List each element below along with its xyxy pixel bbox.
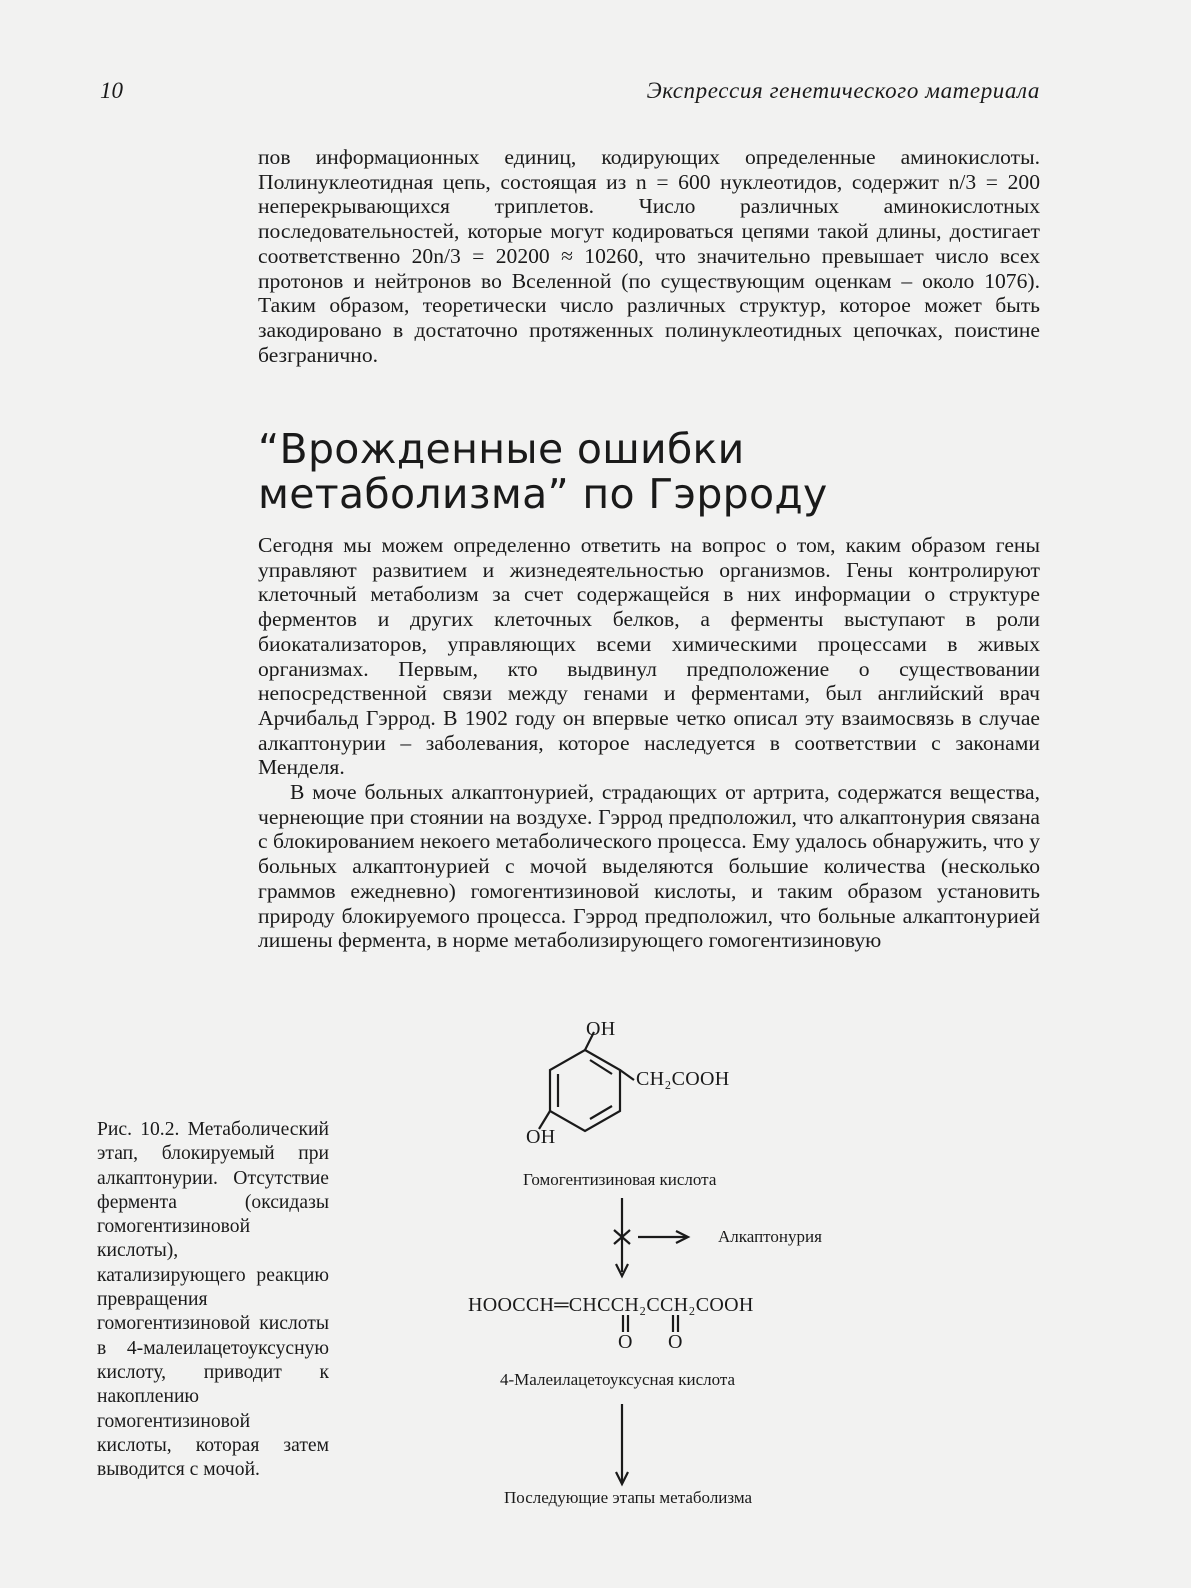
metabolic-pathway-figure bbox=[440, 1010, 880, 1510]
subsequent-steps-label: Последующие этапы метаболизма bbox=[504, 1488, 753, 1507]
carbonyl-oxygen-2: O bbox=[668, 1331, 683, 1353]
maleylacetoacetic-formula: HOOCCH═CHCCH₂CCH₂COOH bbox=[468, 1294, 754, 1316]
alkaptonuria-label: Алкаптонурия bbox=[718, 1227, 822, 1246]
maleylacetoacetic-acid-label: 4-Малеилацетоуксусная кислота bbox=[500, 1370, 736, 1389]
body-paragraph-1: Сегодня мы можем определенно ответить на вопрос о том, каким образом гены управляют развитием и жизнедеятельностью организмов. Гены контролируют клеточный метаболизм за счет содержащейся в них информации о структуре ферментов и других клеточных белков, а ферменты выступают в роли биокатализаторов, управляющих всеми химическими процессами в живых организмах. Первым, кто выдвинул предположение о существовании непосредственной связи между генами и ферментами, был английский врач Арчибальд Гэррод. В 1902 году он впервые четко описал эту взаимосвязь в случае алкаптонурии – заболевания, которое наследуется в соответствии с законами Менделя. bbox=[258, 533, 1040, 780]
section-heading: “Врожденные ошибки метаболизма” по Гэрроду bbox=[258, 425, 828, 518]
oh-top-label: OH bbox=[586, 1018, 616, 1040]
oh-bottom-label: OH bbox=[526, 1126, 556, 1148]
carbonyl-oxygen-1: O bbox=[618, 1331, 633, 1353]
benzene-ring bbox=[550, 1050, 620, 1131]
homogentisic-acid-label: Гомогентизиновая кислота bbox=[523, 1170, 717, 1189]
intro-paragraph: пов информационных единиц, кодирующих определенные аминокислоты. Полинуклеотидная цепь, состоящая из n = 600 нуклеотидов, содержит n/3 = 200 неперекрывающихся триплетов. Число различных аминокислотных последовательностей, которые могут кодироваться цепями такой длины, достигает соответственно 20n/3 = 20200 ≈ 10260, что значительно превышает число всех протонов и нейтронов во Вселенной (по существующим оценкам – около 1076). Таким образом, теоретически число различных структур, которое может быть закодировано в достаточно протяженных полинуклеотидных цепочках, поистине безгранично. bbox=[258, 145, 1040, 367]
running-title: Экспрессия генетического материала bbox=[646, 78, 1040, 103]
figure-caption: Рис. 10.2. Метаболический этап, блокируемый при алкаптонурии. Отсутствие фермента (оксидазы гомогентизиновой кислоты), катализирующего реакцию превращения гомогентизиновой кислоты в 4-малеилацетоуксусную кислоту, приводит к накоплению гомогентизиновой кислоты, которая затем выводится с мочой. bbox=[97, 1119, 329, 1481]
body-paragraph-2: В моче больных алкаптонурией, страдающих от артрита, содержатся вещества, чернеющие при стоянии на воздухе. Гэррод предположил, что алкаптонурия связана с блокированием некоего метаболического процесса. Ему удалось обнаружить, что у больных алкаптонурией с мочой выделяются большие количества (несколько граммов ежедневно) гомогентизиновой кислоты, и таким образом установить природу блокируемого процесса. Гэррод предположил, что больные алкаптонурией лишены фермента, в норме метаболизирующего гомогентизиновую bbox=[258, 780, 1040, 953]
side-chain-bond bbox=[620, 1070, 634, 1080]
side-chain-label: CH₂COOH bbox=[636, 1068, 730, 1090]
page-number: 10 bbox=[100, 78, 123, 103]
